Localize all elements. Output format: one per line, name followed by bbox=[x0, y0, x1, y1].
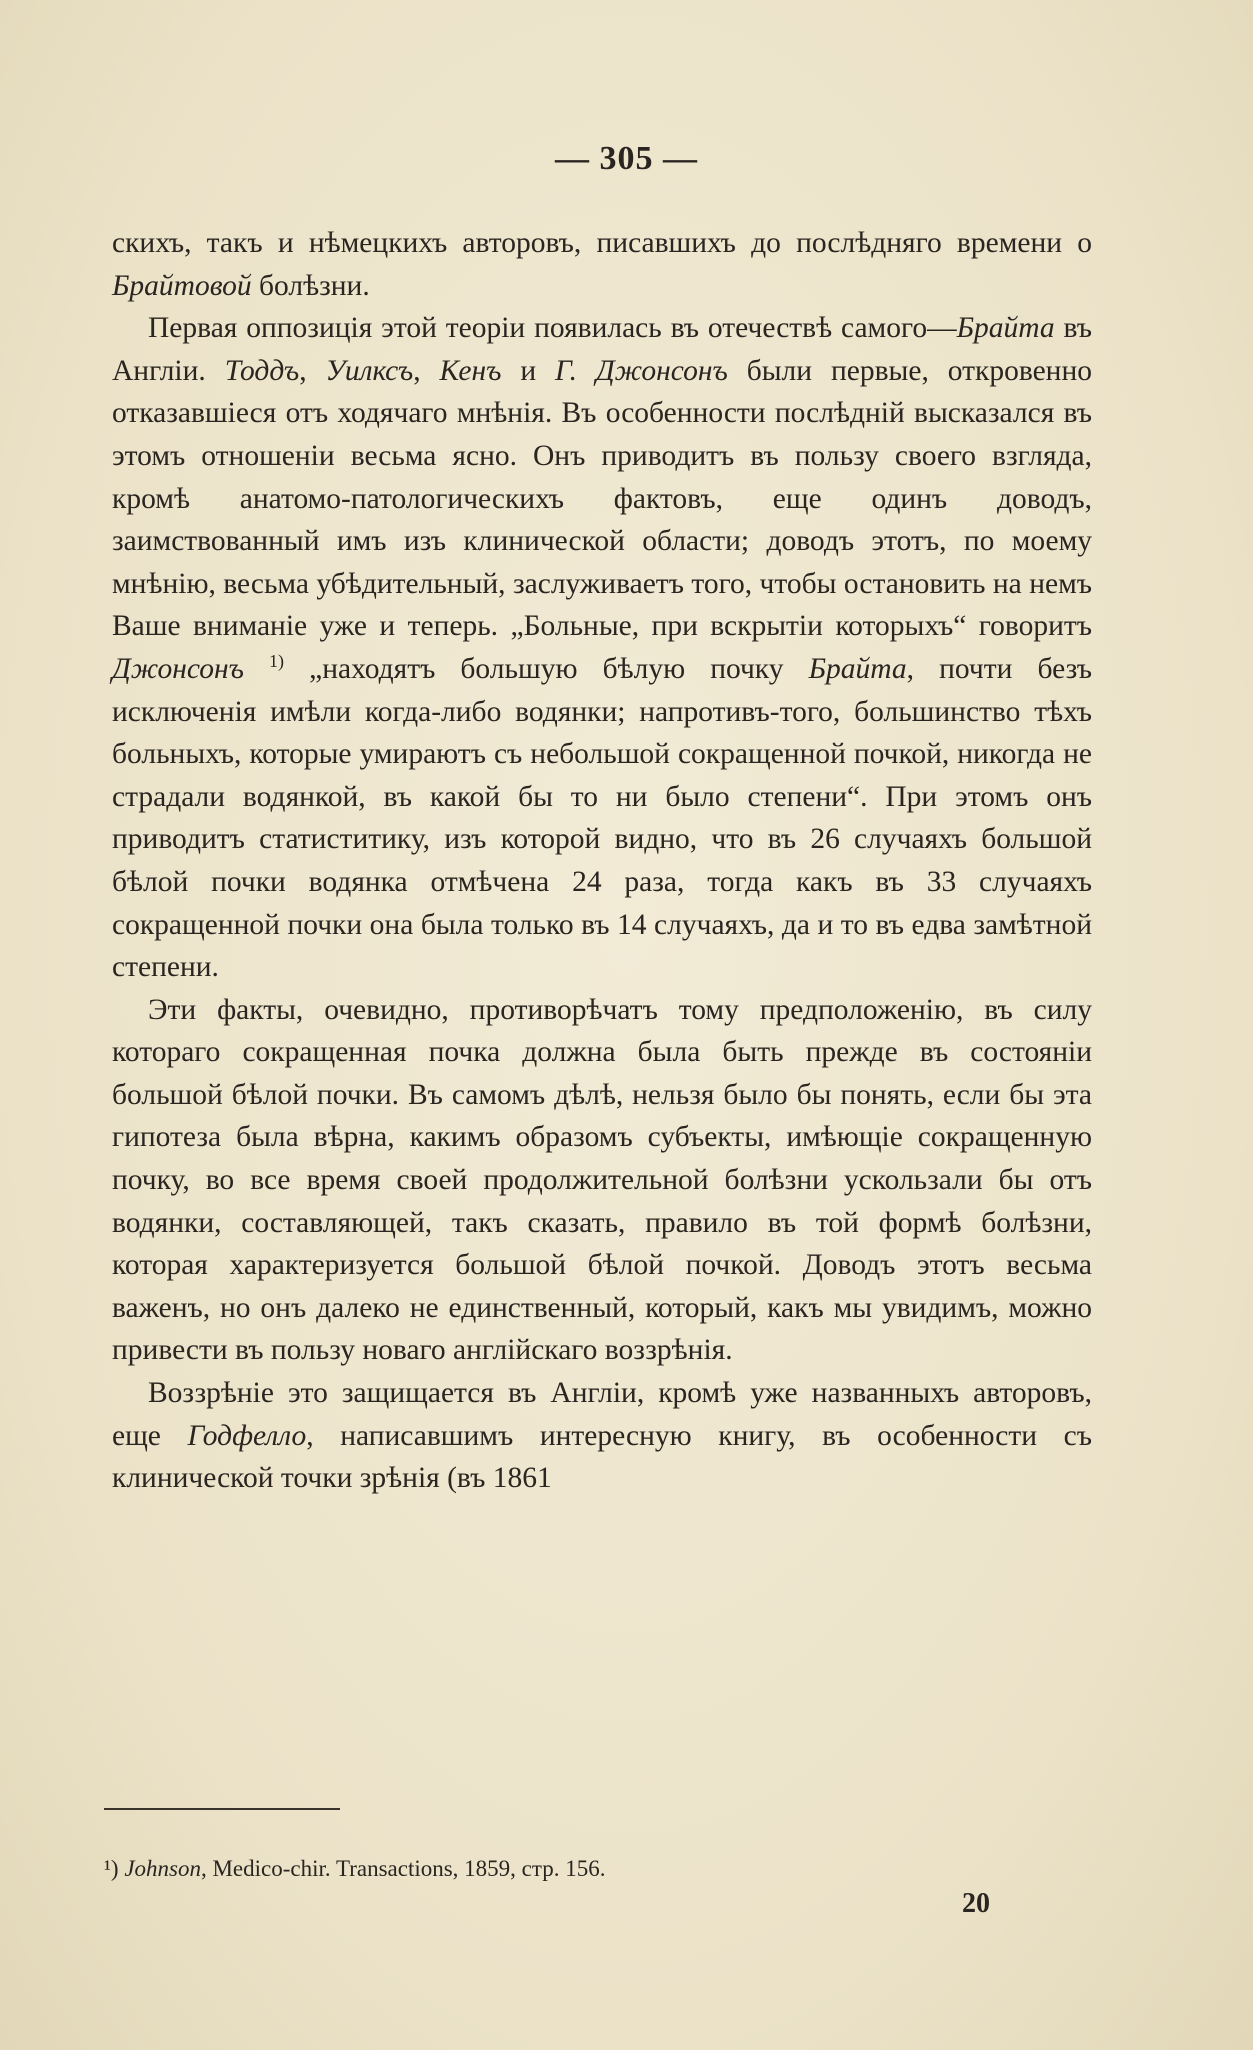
text-run: и bbox=[501, 354, 556, 387]
text-run: Первая оппозиція этой теоріи появилась въ отечествѣ самого— bbox=[148, 312, 957, 345]
text-run: , написавшимъ интересную книгу, въ особенности съ клинической точки зрѣнія (въ 1861 bbox=[112, 1419, 1093, 1495]
text-run: , bbox=[299, 354, 326, 387]
body-text bbox=[112, 222, 1092, 1500]
italic-name: Брайта bbox=[808, 652, 907, 685]
footnote bbox=[104, 1854, 1084, 1884]
italic-name: Годфелло bbox=[187, 1419, 307, 1452]
page-number: — 305 — bbox=[555, 140, 698, 177]
paragraph bbox=[112, 1372, 1092, 1500]
paragraph bbox=[112, 222, 1092, 307]
text-run: были первые, откровенно отказавшіеся отъ ходячаго мнѣнія. Въ особенности послѣдній высказался въ этомъ отношеніи весьма ясно. Онъ приводитъ въ пользу своего взгляда, кромѣ анатомо-патологическихъ фактовъ, еще одинъ доводъ, заимствованный имъ изъ клинической области; доводъ этотъ, по моему мнѣнію, весьма убѣдительный, заслуживаетъ того, чтобы остановить на немъ Ваше вниманіе уже и теперь. „Больные, при вскрытіи которыхъ“ говоритъ bbox=[112, 354, 1093, 643]
italic-name: Кенъ bbox=[439, 354, 502, 387]
italic-name: Брайта bbox=[956, 312, 1055, 345]
text-run: въ Англіи. bbox=[112, 312, 1092, 387]
text-run: , почти безъ исключенія имѣли когда-либо водянки; напротивъ-того, большинство тѣхъ больныхъ, которые умираютъ съ небольшой сокращенной почкой, никогда не страдали водянкой, въ какой бы то ни было степени“. При этомъ онъ приводитъ статиститику, изъ которой видно, что въ 26 случаяхъ большой бѣлой почки водянка отмѣчена 24 раза, тогда какъ въ 33 случаяхъ сокращенной почки она была только въ 14 случаяхъ, да и то въ едва замѣтной степени. bbox=[112, 652, 1092, 984]
italic-name: Г. Джонсонъ bbox=[555, 354, 728, 387]
text-run bbox=[244, 653, 269, 685]
footnote-marker: ¹) bbox=[104, 1856, 119, 1881]
text-run: Воззрѣніе это защищается въ Англіи, кромѣ уже названныхъ авторовъ, еще bbox=[112, 1377, 1092, 1452]
text-run: скихъ, такъ и нѣмецкихъ авторовъ, писавшихъ до послѣдняго времени о bbox=[112, 227, 1092, 259]
text-run: , bbox=[413, 354, 440, 387]
italic-name: Тоддъ bbox=[224, 354, 300, 387]
footnote-ref: 1) bbox=[269, 651, 285, 672]
footnote-text: , Medico-chir. Transactions, 1859, стр. 156. bbox=[200, 1856, 606, 1881]
italic-name: Джонсонъ bbox=[112, 652, 244, 685]
italic-name: Брайтовой bbox=[112, 269, 252, 302]
paragraph bbox=[112, 307, 1092, 989]
paragraph bbox=[112, 989, 1092, 1372]
signature-mark: 20 bbox=[962, 1888, 990, 1919]
text-run: „находятъ большую бѣлую почку bbox=[284, 652, 809, 685]
footnote-divider bbox=[104, 1808, 340, 1810]
italic-name: Уилксъ bbox=[325, 354, 414, 387]
text-run: болѣзни. bbox=[251, 269, 370, 302]
footnote-author: Johnson bbox=[124, 1856, 201, 1881]
text-run: Эти факты, очевидно, противорѣчатъ тому предположенію, въ силу котораго сокращенная почка должна была быть прежде въ состояніи большой бѣлой почки. Въ самомъ дѣлѣ, нельзя было бы понять, если бы эта гипотеза была вѣрна, какимъ образомъ субъекты, имѣющіе сокращенную почку, во все время своей продолжительной болѣзни ускользали бы отъ водянки, составляющей, такъ сказать, правило въ той формѣ болѣзни, которая характеризуется большой бѣлой почкой. Доводъ этотъ весьма важенъ, но онъ далеко не единственный, который, какъ мы увидимъ, можно привести въ пользу новаго англійскаго воззрѣнія. bbox=[112, 993, 1092, 1367]
